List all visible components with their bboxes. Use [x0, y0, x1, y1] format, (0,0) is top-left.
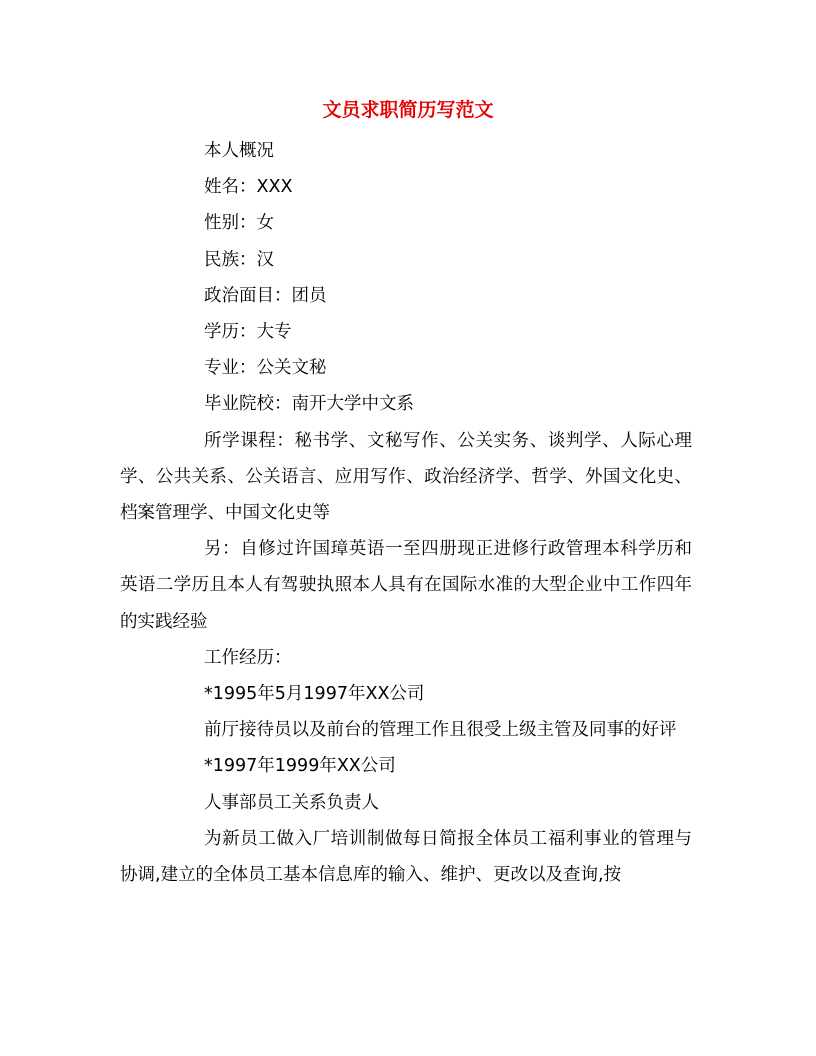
experience-entry-2-period: *1997年1999年XX公司: [204, 756, 396, 777]
field-ethnicity: 民族：汉: [204, 249, 274, 270]
field-gender: 性别：女: [204, 213, 274, 234]
field-courses: 所学课程：秘书学、文秘写作、公关实务、谈判学、人际心理学、公共关系、公关语言、应用写作、政治经济学、哲学、外国文化史、档案管理学、中国文化史等: [120, 430, 692, 524]
experience-entry-2-description: 为新员工做入厂培训制做每日简报全体员工福利事业的管理与协调,建立的全体员工基本信息库的输入、维护、更改以及查询,按: [120, 828, 692, 886]
experience-entry-2-role: 人事部员工关系负责人: [204, 792, 379, 813]
field-political-status: 政治面目：团员: [204, 285, 327, 306]
paragraph-additional: 另：自修过许国璋英语一至四册现正进修行政管理本科学历和英语二学历且本人有驾驶执照本人具有在国际水准的大型企业中工作四年的实践经验: [120, 539, 692, 632]
field-major: 专业：公关文秘: [204, 358, 327, 379]
field-name: 姓名：XXX: [204, 177, 293, 198]
document-title: 文员求职简历写范文: [322, 99, 494, 121]
section-heading-experience: 工作经历：: [204, 647, 292, 668]
field-education: 学历：大专: [204, 322, 292, 343]
document-body: [120, 133, 692, 893]
experience-entry-1-period: *1995年5月1997年XX公司: [204, 684, 425, 705]
experience-entry-1-description: 前厅接待员以及前台的管理工作且很受上级主管及同事的好评: [204, 720, 677, 741]
field-school: 毕业院校：南开大学中文系: [204, 394, 414, 415]
section-heading-profile: 本人概况: [204, 141, 274, 161]
